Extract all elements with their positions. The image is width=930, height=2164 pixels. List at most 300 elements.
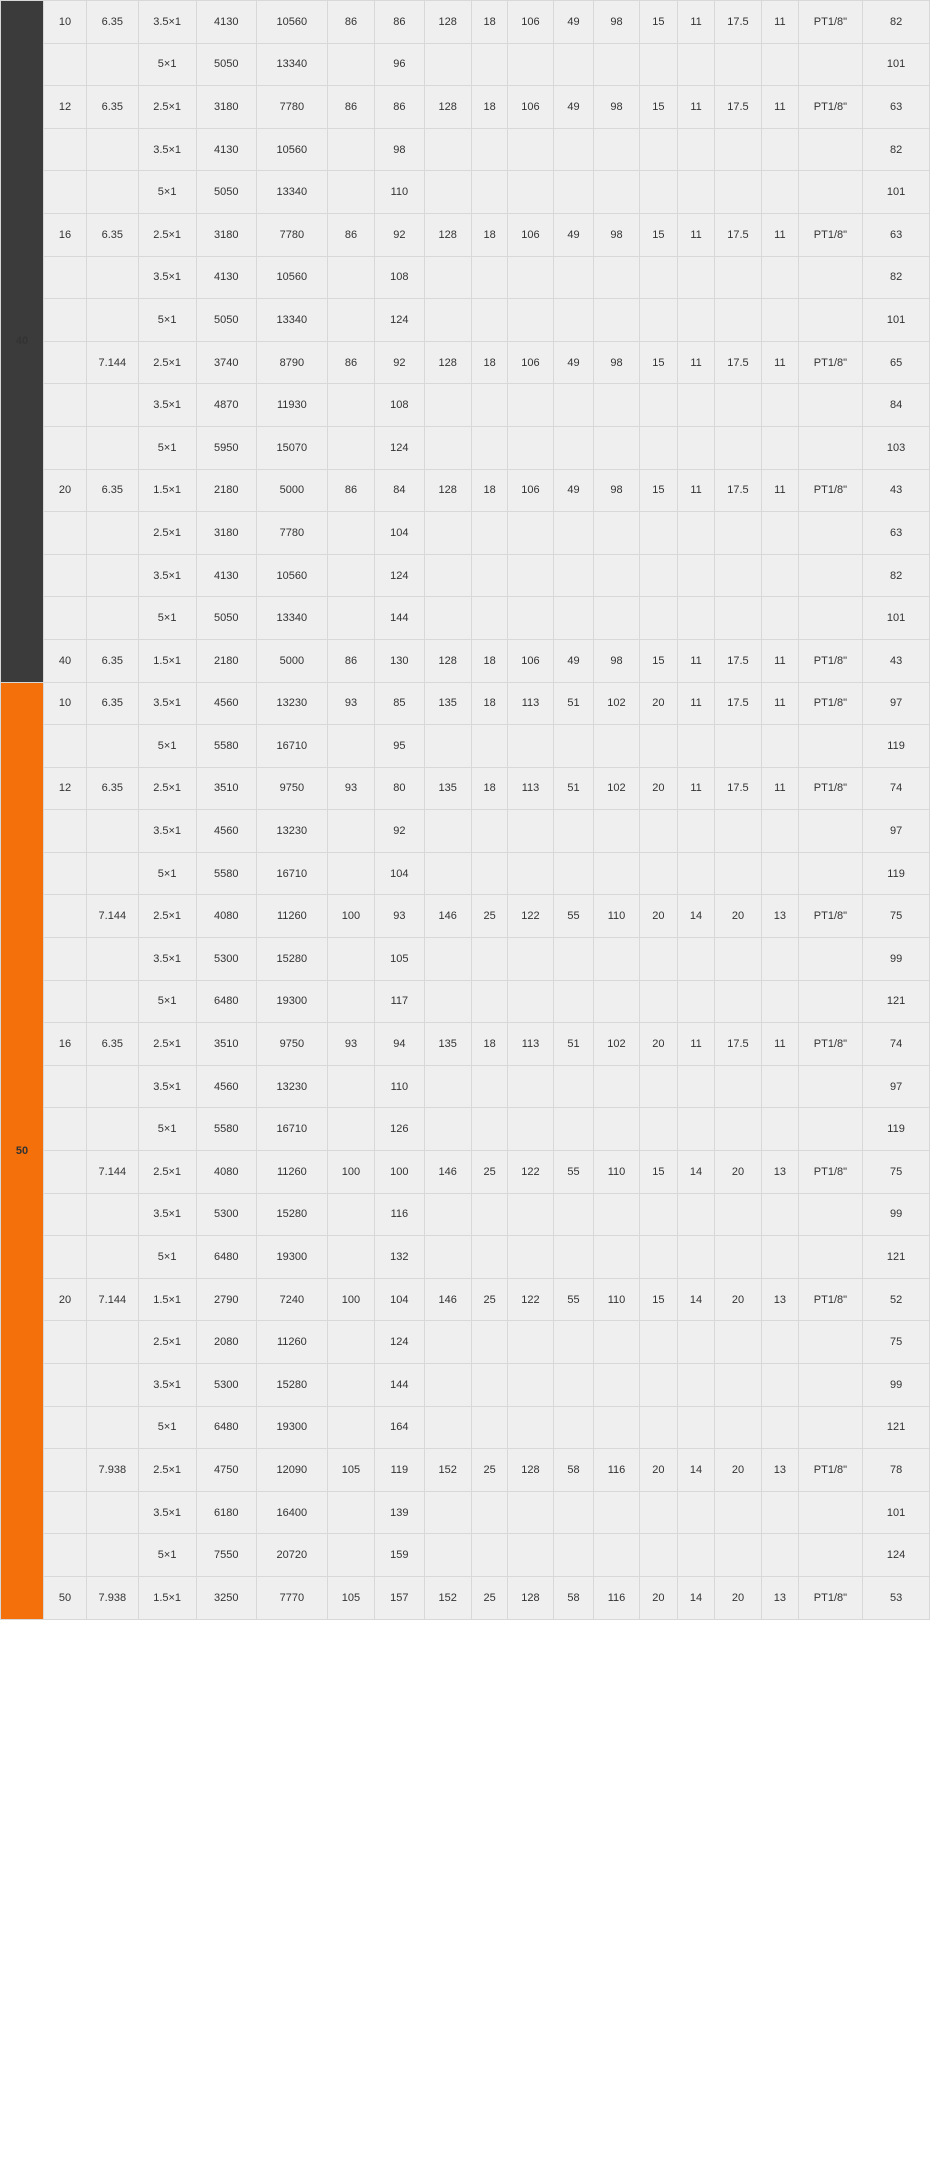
table-cell-empty — [44, 895, 87, 938]
table-cell-empty — [87, 1321, 139, 1364]
table-cell: 94 — [375, 1023, 424, 1066]
table-cell: 25 — [471, 1449, 508, 1492]
table-cell: 139 — [375, 1491, 424, 1534]
table-cell-empty — [639, 980, 678, 1023]
table-cell-empty — [508, 1321, 553, 1364]
table-cell-empty — [327, 128, 374, 171]
table-cell: 5300 — [196, 1193, 256, 1236]
table-cell-empty — [87, 938, 139, 981]
table-cell: 2.5×1 — [138, 1321, 196, 1364]
table-cell-empty — [762, 426, 799, 469]
table-cell: 144 — [375, 1364, 424, 1407]
table-cell: 116 — [594, 1576, 639, 1619]
table-cell-empty — [471, 426, 508, 469]
table-cell-empty — [553, 810, 594, 853]
table-cell-empty — [327, 597, 374, 640]
table-cell: 4130 — [196, 1, 256, 44]
table-cell: 10 — [44, 682, 87, 725]
table-cell: 3.5×1 — [138, 810, 196, 853]
table-cell: 78 — [863, 1449, 930, 1492]
table-cell: 98 — [594, 1, 639, 44]
table-cell-empty — [594, 512, 639, 555]
table-cell: 2080 — [196, 1321, 256, 1364]
table-cell-empty — [678, 299, 715, 342]
table-cell: 117 — [375, 980, 424, 1023]
table-cell-empty — [594, 1491, 639, 1534]
table-cell-empty — [508, 512, 553, 555]
table-cell: 15070 — [256, 426, 327, 469]
table-cell-empty — [471, 725, 508, 768]
table-cell-empty — [553, 852, 594, 895]
table-cell-empty — [639, 810, 678, 853]
table-cell-empty — [678, 554, 715, 597]
table-cell-empty — [714, 299, 761, 342]
table-cell: 7240 — [256, 1278, 327, 1321]
table-cell-empty — [327, 1193, 374, 1236]
table-cell: 55 — [553, 1278, 594, 1321]
table-cell: 92 — [375, 810, 424, 853]
table-cell: 7780 — [256, 213, 327, 256]
table-cell: 58 — [553, 1449, 594, 1492]
table-cell-empty — [762, 1108, 799, 1151]
table-cell: 9750 — [256, 1023, 327, 1066]
table-cell: 11 — [678, 1, 715, 44]
table-cell-empty — [424, 1534, 471, 1577]
table-cell: 20720 — [256, 1534, 327, 1577]
table-cell-empty — [762, 852, 799, 895]
table-cell: 5×1 — [138, 299, 196, 342]
table-cell-empty — [87, 1534, 139, 1577]
table-cell: 7.144 — [87, 895, 139, 938]
table-cell: 18 — [471, 1, 508, 44]
table-cell-empty — [639, 1364, 678, 1407]
table-cell-empty — [87, 171, 139, 214]
table-cell-empty — [327, 725, 374, 768]
table-cell: 116 — [594, 1449, 639, 1492]
table-cell: 5×1 — [138, 852, 196, 895]
table-cell: 25 — [471, 895, 508, 938]
table-cell: 85 — [375, 682, 424, 725]
table-cell-empty — [639, 1065, 678, 1108]
table-cell-empty — [594, 256, 639, 299]
table-cell-empty — [327, 938, 374, 981]
table-cell-empty — [508, 43, 553, 86]
table-cell: 20 — [639, 682, 678, 725]
table-cell: 5×1 — [138, 43, 196, 86]
table-cell: 135 — [424, 1023, 471, 1066]
table-cell: 106 — [508, 1, 553, 44]
table-cell-empty — [639, 426, 678, 469]
table-cell-empty — [798, 725, 863, 768]
table-cell-empty — [762, 980, 799, 1023]
table-cell-empty — [553, 725, 594, 768]
table-cell: 10560 — [256, 1, 327, 44]
table-cell: 49 — [553, 86, 594, 129]
table-cell: 11 — [678, 1023, 715, 1066]
table-cell: 11 — [678, 469, 715, 512]
table-cell-empty — [798, 597, 863, 640]
table-cell-empty — [639, 512, 678, 555]
table-cell: 4750 — [196, 1449, 256, 1492]
table-cell-empty — [424, 1321, 471, 1364]
table-cell-empty — [639, 43, 678, 86]
table-cell-empty — [553, 1193, 594, 1236]
table-cell: 3.5×1 — [138, 554, 196, 597]
table-cell: 11 — [762, 1, 799, 44]
table-cell-empty — [714, 1534, 761, 1577]
table-row — [1, 554, 930, 597]
group-label-cell: 50 — [1, 682, 44, 1619]
table-cell-empty — [594, 852, 639, 895]
table-row — [1, 426, 930, 469]
table-cell-empty — [424, 1065, 471, 1108]
table-cell-empty — [327, 852, 374, 895]
table-cell-empty — [87, 299, 139, 342]
table-cell-empty — [594, 980, 639, 1023]
table-cell-empty — [327, 980, 374, 1023]
table-cell: 49 — [553, 213, 594, 256]
table-cell-empty — [762, 1534, 799, 1577]
table-cell: 50 — [44, 1576, 87, 1619]
table-cell-empty — [471, 171, 508, 214]
table-cell: 49 — [553, 341, 594, 384]
table-cell: 6.35 — [87, 767, 139, 810]
table-cell: 10560 — [256, 256, 327, 299]
table-row — [1, 1, 930, 44]
table-cell-empty — [508, 810, 553, 853]
table-cell-empty — [87, 725, 139, 768]
table-cell-empty — [594, 1321, 639, 1364]
table-row — [1, 938, 930, 981]
table-cell: 15280 — [256, 1364, 327, 1407]
table-cell-empty — [424, 384, 471, 427]
table-cell: 4870 — [196, 384, 256, 427]
table-cell: 5580 — [196, 725, 256, 768]
table-cell: 82 — [863, 256, 930, 299]
table-row — [1, 256, 930, 299]
table-cell: 14 — [678, 1151, 715, 1194]
table-cell-empty — [678, 938, 715, 981]
table-cell-empty — [87, 256, 139, 299]
table-cell: 15280 — [256, 1193, 327, 1236]
table-row — [1, 1491, 930, 1534]
table-cell: 5050 — [196, 43, 256, 86]
table-cell: 100 — [327, 1151, 374, 1194]
table-cell: 17.5 — [714, 213, 761, 256]
table-cell: 20 — [639, 1576, 678, 1619]
table-cell: 121 — [863, 1406, 930, 1449]
table-cell: 5000 — [256, 639, 327, 682]
table-cell: 95 — [375, 725, 424, 768]
table-cell: 43 — [863, 469, 930, 512]
table-cell: 11 — [678, 86, 715, 129]
table-row — [1, 1236, 930, 1279]
table-cell: 113 — [508, 767, 553, 810]
table-cell-empty — [762, 938, 799, 981]
table-cell: 6.35 — [87, 213, 139, 256]
table-cell: 75 — [863, 1321, 930, 1364]
table-row — [1, 1576, 930, 1619]
table-cell: 99 — [863, 1364, 930, 1407]
table-row — [1, 1321, 930, 1364]
table-cell-empty — [678, 725, 715, 768]
table-cell-empty — [424, 938, 471, 981]
table-cell-empty — [44, 128, 87, 171]
table-cell-empty — [424, 852, 471, 895]
table-cell-empty — [553, 256, 594, 299]
table-cell: 93 — [375, 895, 424, 938]
table-cell: 101 — [863, 597, 930, 640]
table-cell: 110 — [594, 1151, 639, 1194]
table-cell-empty — [639, 597, 678, 640]
table-cell-empty — [424, 171, 471, 214]
table-row — [1, 299, 930, 342]
table-cell: 2.5×1 — [138, 86, 196, 129]
table-cell: 15 — [639, 213, 678, 256]
table-cell-empty — [594, 43, 639, 86]
table-cell: 86 — [327, 86, 374, 129]
table-cell: 5×1 — [138, 426, 196, 469]
table-cell: 51 — [553, 682, 594, 725]
table-cell-empty — [798, 384, 863, 427]
table-cell: 49 — [553, 469, 594, 512]
table-cell-empty — [87, 128, 139, 171]
table-cell: 15 — [639, 469, 678, 512]
table-cell: 5050 — [196, 299, 256, 342]
table-cell: 4130 — [196, 128, 256, 171]
table-cell-empty — [639, 1491, 678, 1534]
table-cell-empty — [44, 426, 87, 469]
table-cell: 124 — [375, 554, 424, 597]
table-cell-empty — [762, 128, 799, 171]
table-cell-empty — [714, 1406, 761, 1449]
table-cell: 5×1 — [138, 980, 196, 1023]
table-row — [1, 1108, 930, 1151]
table-cell: 49 — [553, 639, 594, 682]
table-cell: 10560 — [256, 128, 327, 171]
table-cell-empty — [44, 1151, 87, 1194]
table-cell: PT1/8" — [798, 682, 863, 725]
table-cell: 43 — [863, 639, 930, 682]
table-cell: 20 — [44, 469, 87, 512]
table-cell-empty — [678, 1491, 715, 1534]
table-cell-empty — [798, 1491, 863, 1534]
table-cell: 4130 — [196, 554, 256, 597]
table-cell-empty — [471, 1364, 508, 1407]
table-cell: 7.938 — [87, 1449, 139, 1492]
table-cell-empty — [798, 554, 863, 597]
table-cell-empty — [87, 810, 139, 853]
table-cell-empty — [508, 171, 553, 214]
table-cell: 10560 — [256, 554, 327, 597]
table-cell: 14 — [678, 895, 715, 938]
table-cell-empty — [594, 1364, 639, 1407]
table-cell: 152 — [424, 1449, 471, 1492]
table-cell: 104 — [375, 512, 424, 555]
table-cell: 80 — [375, 767, 424, 810]
table-cell: 98 — [594, 341, 639, 384]
table-cell-empty — [471, 256, 508, 299]
table-cell-empty — [471, 384, 508, 427]
table-cell: 49 — [553, 1, 594, 44]
table-cell: 86 — [327, 469, 374, 512]
table-cell-empty — [553, 554, 594, 597]
table-cell: 128 — [424, 341, 471, 384]
table-cell: 16 — [44, 1023, 87, 1066]
table-cell: 3.5×1 — [138, 938, 196, 981]
table-cell-empty — [87, 1364, 139, 1407]
table-cell-empty — [678, 1321, 715, 1364]
table-cell: 20 — [44, 1278, 87, 1321]
table-cell: 5050 — [196, 171, 256, 214]
table-cell: 101 — [863, 43, 930, 86]
table-cell-empty — [678, 1406, 715, 1449]
table-cell: 164 — [375, 1406, 424, 1449]
table-cell: 122 — [508, 895, 553, 938]
table-cell: 124 — [375, 1321, 424, 1364]
table-cell: 5×1 — [138, 1236, 196, 1279]
table-cell: 19300 — [256, 1236, 327, 1279]
table-cell: 5×1 — [138, 725, 196, 768]
table-cell: 10 — [44, 1, 87, 44]
table-cell-empty — [678, 1108, 715, 1151]
table-cell-empty — [798, 128, 863, 171]
table-row — [1, 341, 930, 384]
table-cell: 13340 — [256, 299, 327, 342]
table-cell: 124 — [375, 426, 424, 469]
table-cell-empty — [424, 1406, 471, 1449]
table-cell-empty — [553, 980, 594, 1023]
table-cell-empty — [553, 171, 594, 214]
table-cell: 2.5×1 — [138, 1449, 196, 1492]
table-cell-empty — [553, 1321, 594, 1364]
table-cell: 13 — [762, 895, 799, 938]
table-cell: PT1/8" — [798, 1023, 863, 1066]
table-cell-empty — [508, 938, 553, 981]
table-cell: 11 — [678, 341, 715, 384]
table-cell: 6.35 — [87, 469, 139, 512]
table-cell-empty — [508, 1364, 553, 1407]
table-cell: 121 — [863, 1236, 930, 1279]
table-cell: 12 — [44, 86, 87, 129]
table-cell: 53 — [863, 1576, 930, 1619]
table-cell: 6.35 — [87, 1023, 139, 1066]
table-row — [1, 1364, 930, 1407]
table-cell-empty — [44, 1065, 87, 1108]
table-cell: 3.5×1 — [138, 256, 196, 299]
table-cell-empty — [639, 128, 678, 171]
table-cell-empty — [639, 1108, 678, 1151]
table-cell-empty — [424, 725, 471, 768]
table-cell: 2.5×1 — [138, 895, 196, 938]
table-cell: 3250 — [196, 1576, 256, 1619]
table-cell: 20 — [639, 1023, 678, 1066]
table-cell: 74 — [863, 1023, 930, 1066]
table-cell-empty — [327, 554, 374, 597]
table-cell: 15 — [639, 341, 678, 384]
table-cell: 13230 — [256, 1065, 327, 1108]
table-row — [1, 384, 930, 427]
table-cell: 124 — [375, 299, 424, 342]
table-cell: 20 — [639, 895, 678, 938]
table-cell-empty — [639, 554, 678, 597]
table-cell-empty — [762, 1321, 799, 1364]
table-cell: 106 — [508, 639, 553, 682]
table-cell: 5050 — [196, 597, 256, 640]
table-row — [1, 980, 930, 1023]
table-cell: 157 — [375, 1576, 424, 1619]
table-cell: 108 — [375, 384, 424, 427]
table-cell: 58 — [553, 1576, 594, 1619]
table-cell: 102 — [594, 767, 639, 810]
table-cell: 98 — [594, 639, 639, 682]
table-cell: 100 — [375, 1151, 424, 1194]
table-cell-empty — [471, 1108, 508, 1151]
table-cell: 11 — [762, 1023, 799, 1066]
table-cell-empty — [639, 1236, 678, 1279]
table-cell-empty — [714, 852, 761, 895]
table-cell: 15 — [639, 1278, 678, 1321]
table-cell-empty — [471, 299, 508, 342]
table-cell: PT1/8" — [798, 1449, 863, 1492]
table-cell: 128 — [508, 1449, 553, 1492]
table-cell-empty — [762, 43, 799, 86]
table-cell: 2.5×1 — [138, 1151, 196, 1194]
table-cell-empty — [639, 384, 678, 427]
table-cell: 18 — [471, 341, 508, 384]
table-cell: 11 — [678, 682, 715, 725]
table-cell-empty — [44, 1193, 87, 1236]
table-row — [1, 1534, 930, 1577]
table-row — [1, 1449, 930, 1492]
table-cell: 101 — [863, 299, 930, 342]
table-cell: 13340 — [256, 171, 327, 214]
table-cell: 7770 — [256, 1576, 327, 1619]
table-cell: 18 — [471, 682, 508, 725]
table-cell-empty — [762, 597, 799, 640]
table-cell: 13 — [762, 1278, 799, 1321]
table-cell: 2.5×1 — [138, 512, 196, 555]
table-cell-empty — [87, 43, 139, 86]
table-cell-empty — [639, 256, 678, 299]
table-cell: 2.5×1 — [138, 341, 196, 384]
table-cell: 82 — [863, 128, 930, 171]
table-cell-empty — [678, 597, 715, 640]
table-cell: 20 — [639, 767, 678, 810]
table-cell-empty — [798, 1321, 863, 1364]
table-cell: 63 — [863, 213, 930, 256]
table-cell: 51 — [553, 1023, 594, 1066]
table-cell-empty — [678, 43, 715, 86]
table-cell: 135 — [424, 767, 471, 810]
table-cell-empty — [87, 852, 139, 895]
table-cell: 128 — [424, 469, 471, 512]
table-cell: 103 — [863, 426, 930, 469]
table-cell: 7.144 — [87, 341, 139, 384]
table-cell-empty — [714, 171, 761, 214]
table-cell: 5×1 — [138, 1406, 196, 1449]
table-cell-empty — [471, 43, 508, 86]
table-cell-empty — [471, 1065, 508, 1108]
table-cell: 13230 — [256, 810, 327, 853]
table-cell-empty — [678, 512, 715, 555]
table-cell: 6.35 — [87, 86, 139, 129]
table-cell-empty — [594, 554, 639, 597]
table-cell: 105 — [375, 938, 424, 981]
table-cell: 6180 — [196, 1491, 256, 1534]
table-cell: 12090 — [256, 1449, 327, 1492]
table-cell-empty — [44, 1108, 87, 1151]
